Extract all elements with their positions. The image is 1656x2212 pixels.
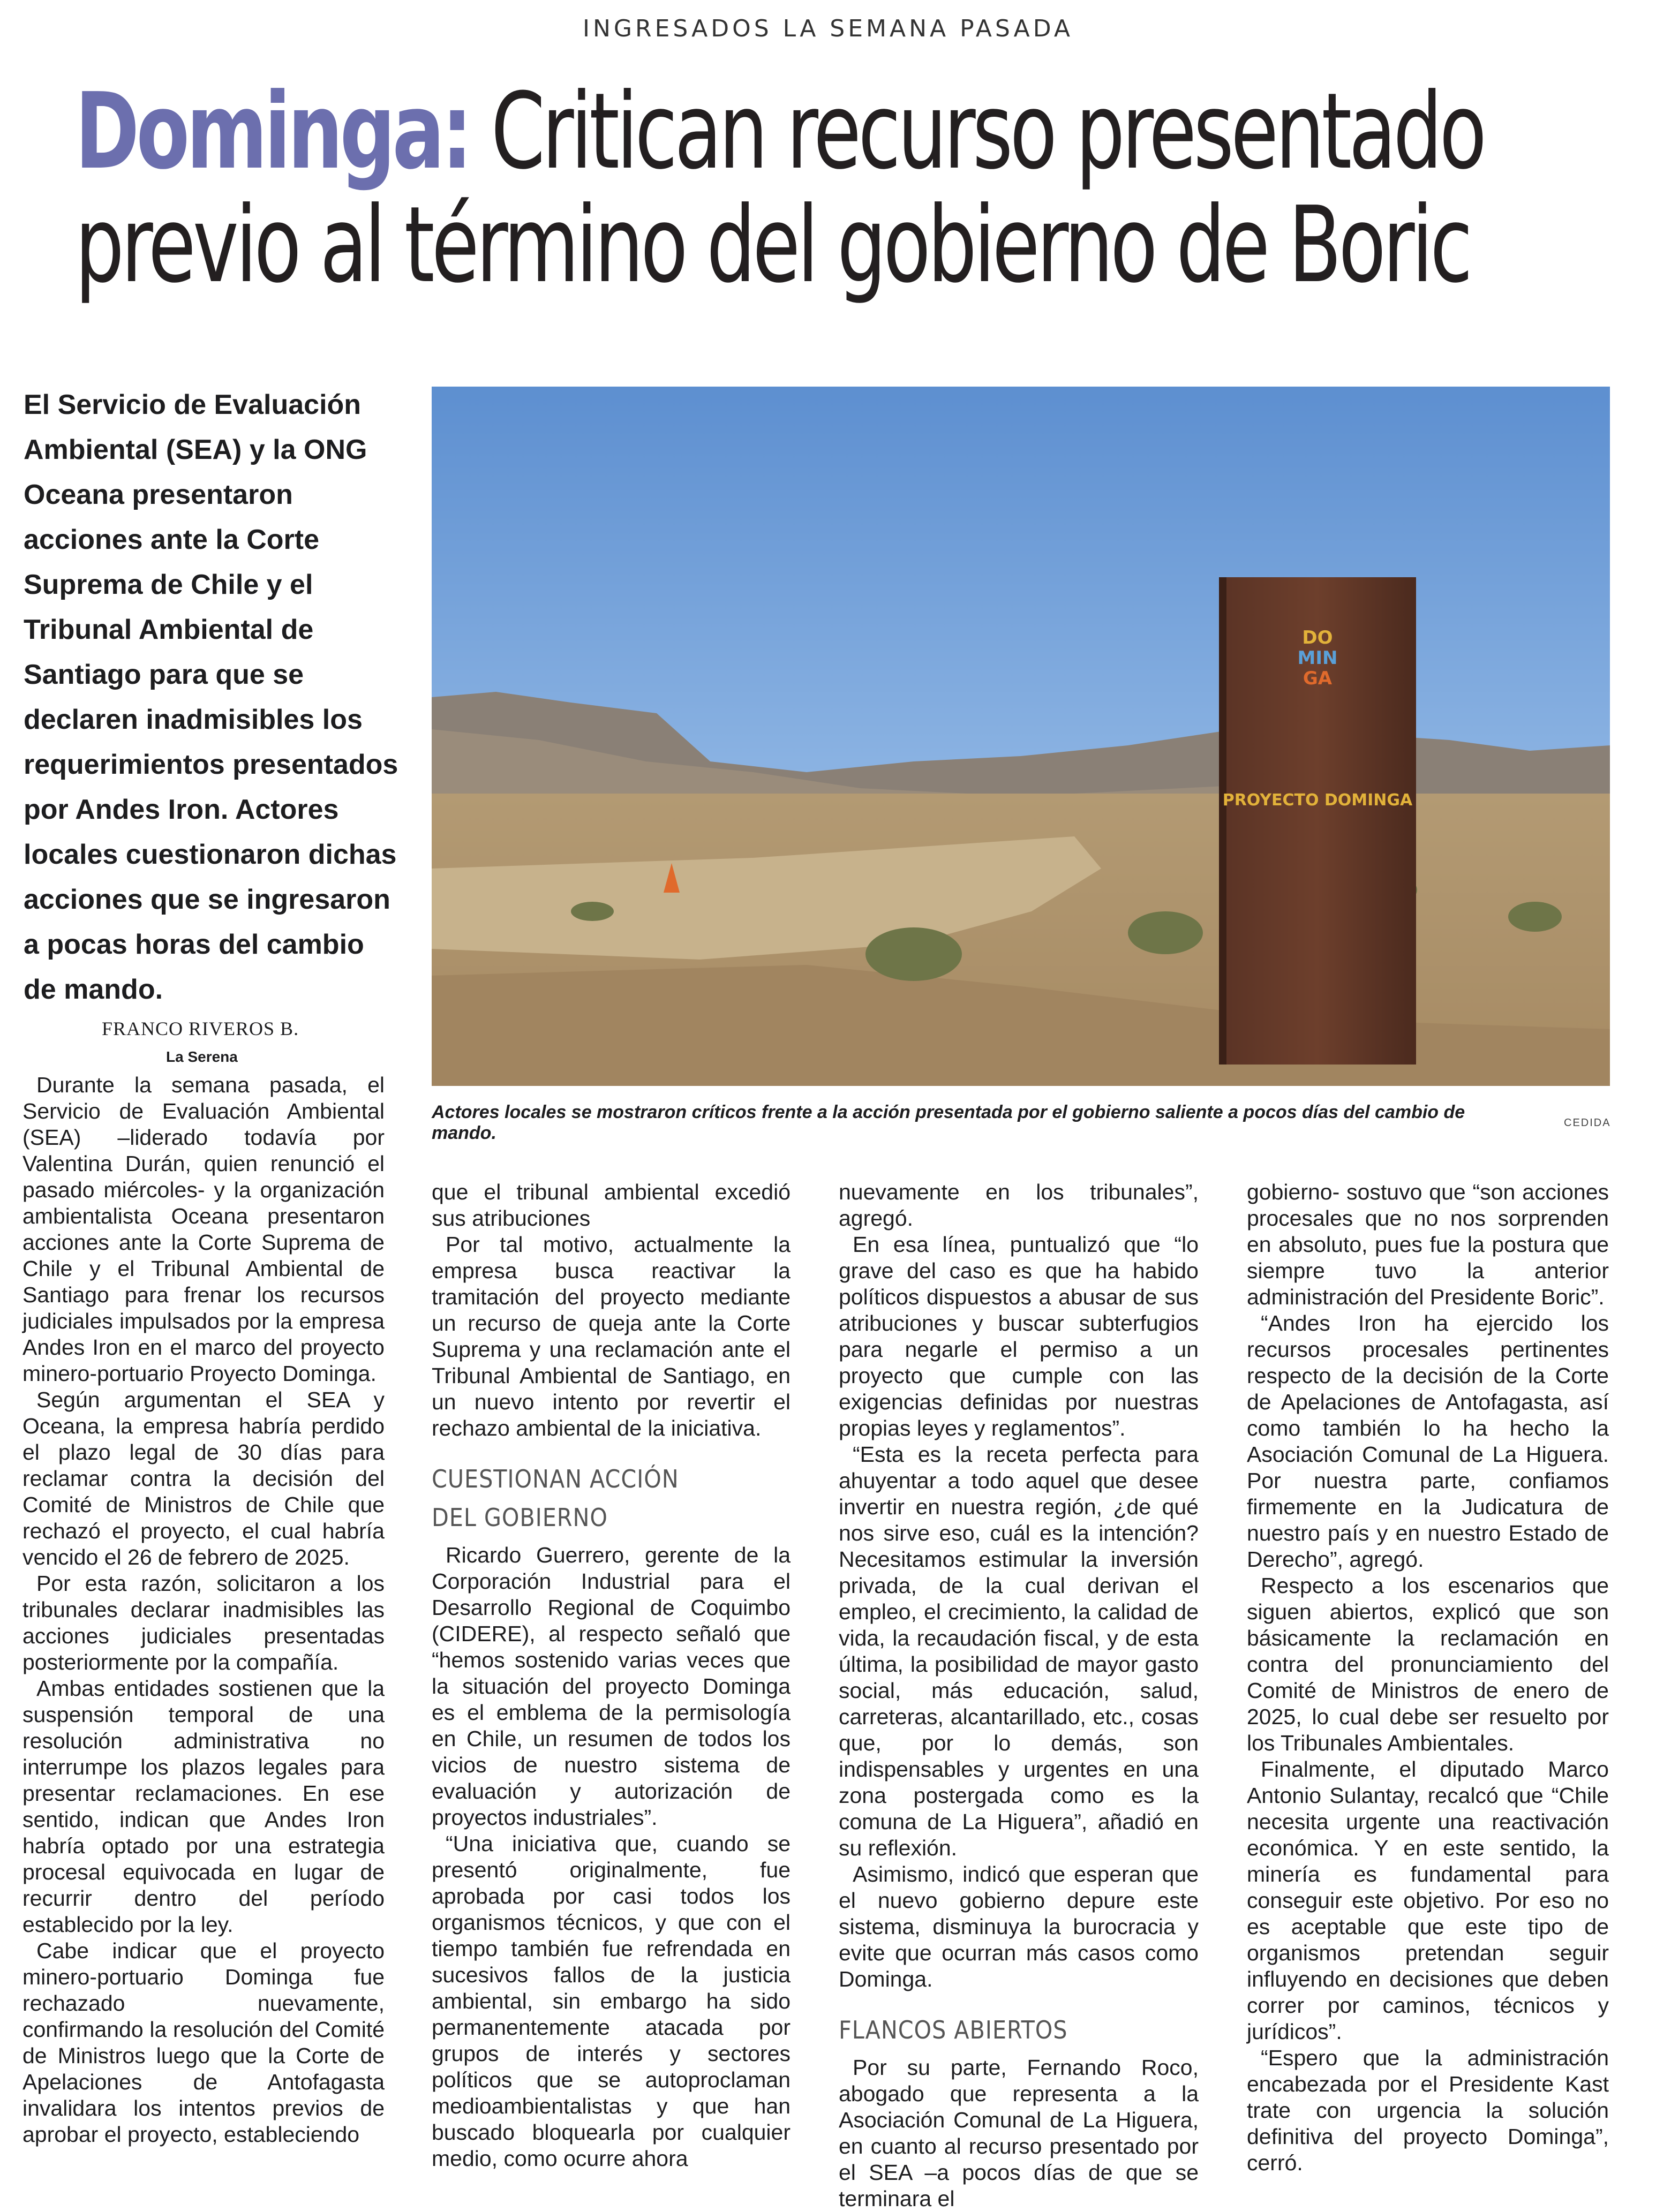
paragraph: Respecto a los escenarios que siguen abiertos, explicó que son básicamente la reclamación en contra del pronunciamiento del Comité de Ministros de enero de 2025, lo cual debe ser resuelto por los Tribunales Ambientales. <box>1247 1573 1609 1755</box>
article-photo <box>432 387 1610 1086</box>
article-column-3 <box>839 1179 1199 2212</box>
article-column-4 <box>1247 1179 1609 2176</box>
paragraph: Cabe indicar que el proyecto minero-portuario Dominga fue rechazado nuevamente, confirmando la resolución del Comité de Ministros luego que la Corte de Apelaciones de Antofagasta invalidara los intentos previos de aprobar el proyecto, estableciendo <box>22 1938 385 2147</box>
paragraph: “Andes Iron ha ejercido los recursos procesales pertinentes respecto de la decisión de la Corte de Apelaciones de Antofagasta, así como también lo ha hecho la Asociación Comunal de La Higuera. Por nuestra parte, confiamos firmemente en la Judicatura de nuestro país y en nuestro Estado de Derecho”, agregó. <box>1247 1311 1609 1572</box>
paragraph: Finalmente, el diputado Marco Antonio Sulantay, recalcó que “Chile necesita urgente una reactivación económica. Y en este sentido, la minería es fundamental para conseguir este objetivo. Por eso no es aceptable que este tipo de organismos pretendan seguir influyendo en decisiones que deben correr por caminos, técnicos y jurídicos”. <box>1247 1757 1609 2044</box>
byline-location: La Serena <box>166 1048 238 1065</box>
subheading-line: CUESTIONAN ACCIÓN <box>432 1464 679 1493</box>
paragraph: “Esta es la receta perfecta para ahuyentar a todo aquel que desee invertir en nuestra región, ¿de qué nos sirve eso, cuál es la intención? Necesitamos estimular la inversión privada, de la cual derivan el empleo, el crecimiento, la calidad de vida, la recaudación fiscal, y de esta última, la posibilidad de mayor gasto social, más educación, salud, carreteras, alcantarillado, etc., cosas que, por lo demás, son indispensables y urgentes en una zona postergada como es la comuna de La Higuera”, añadió en su reflexión. <box>839 1442 1199 1860</box>
lead-paragraph: El Servicio de Evaluación Ambiental (SEA) y la ONG Oceana presentaron acciones ante la Corte Suprema de Chile y el Tribunal Ambiental de Santiago para que se declaren inadmisibles los requerimientos presentados por Andes Iron. Actores locales cuestionaron dichas acciones que se ingresaron a pocas horas del cambio de mando. <box>24 389 398 1005</box>
paragraph: “Espero que la administración encabezada por el Presidente Kast trate con urgencia la solución definitiva del proyecto Dominga”, cerró. <box>1247 2045 1609 2175</box>
paragraph: Ambas entidades sostienen que la suspensión temporal de una resolución administrativa no interrumpe los plazos legales para presentar reclamaciones. En ese sentido, indican que Andes Iron habría optado por una estrategia procesal equivocada en lugar de recurrir dentro del período establecido por la ley. <box>22 1676 385 1937</box>
article-column-1 <box>22 1072 385 2148</box>
headline-line-1-rest: Critican recurso presentado <box>469 71 1484 193</box>
photo-credit: CEDIDA <box>1564 1117 1611 1129</box>
photo-caption: Actores locales se mostraron críticos frente a la acción presentada por el gobierno saliente a pocos días del cambio de mando. <box>432 1102 1465 1143</box>
headline-line-2: previo al término del gobierno de Boric <box>75 184 1470 306</box>
paragraph: Asimismo, indicó que esperan que el nuevo gobierno depure este sistema, disminuya la burocracia y evite que ocurran más casos como Dominga. <box>839 1862 1199 1991</box>
byline-author: FRANCO RIVEROS B. <box>102 1018 299 1039</box>
paragraph: nuevamente en los tribunales”, agregó. <box>839 1180 1199 1230</box>
subheading-line: DEL GOBIERNO <box>432 1503 608 1532</box>
article-column-2 <box>432 1179 791 2172</box>
headline-accent: Dominga: <box>75 71 470 193</box>
subheading-flancos <box>839 2011 1163 2049</box>
sign-text: PROYECTO DOMINGA <box>1222 791 1413 810</box>
subheading-line: FLANCOS ABIERTOS <box>839 2015 1068 2044</box>
paragraph: Por su parte, Fernando Roco, abogado que representa a la Asociación Comunal de La Higuera, en cuanto al recurso presentado por el SEA –a pocos días de que se terminara el <box>839 2055 1199 2211</box>
paragraph: Durante la semana pasada, el Servicio de Evaluación Ambiental (SEA) –liderado todavía por Valentina Durán, quien renunció el pasado miércoles- y la organización ambientalista Oceana presentaron acciones ante la Corte Suprema de Chile y el Tribunal Ambiental de Santiago para frenar los recursos judiciales impulsados por la empresa Andes Iron en el marco del proyecto minero-portuario Proyecto Dominga. <box>22 1073 385 1386</box>
paragraph: En esa línea, puntualizó que “lo grave del caso es que ha habido políticos dispuestos a abusar de sus atribuciones y buscar subterfugios para negarle el permiso a un proyecto que cumple con las exigencias definidas por nuestras propias leyes y reglamentos”. <box>839 1232 1199 1440</box>
paragraph: “Una iniciativa que, cuando se presentó originalmente, fue aprobada por casi todos los organismos técnicos, y que con el tiempo también fue refrendada en sucesivos fallos de la justicia ambiental, sin embargo ha sido permanentemente atacada por grupos de interés y sectores políticos que se autoproclaman medioambientalistas y que han buscado bloquearla por cualquier medio, como ocurre ahora <box>432 1831 791 2171</box>
paragraph: Por esta razón, solicitaron a los tribunales declarar inadmisibles las acciones judiciales presentadas posteriormente por la compañía. <box>22 1571 385 1674</box>
section-kicker: INGRESADOS LA SEMANA PASADA <box>583 15 1073 42</box>
sign-logo-line-1: DO <box>1302 627 1333 648</box>
subheading-cuestionan <box>432 1460 755 1537</box>
paragraph: Por tal motivo, actualmente la empresa busca reactivar la tramitación del proyecto mediante un recurso de queja ante la Corte Suprema y una reclamación ante el Tribunal Ambiental de Santiago, en un nuevo intento por revertir el rechazo ambiental de la iniciativa. <box>432 1232 791 1440</box>
headline <box>75 71 1484 306</box>
sign-logo-line-3: GA <box>1303 668 1333 689</box>
paragraph: Ricardo Guerrero, gerente de la Corporación Industrial para el Desarrollo Regional de Coquimbo (CIDERE), al respecto señaló que “hemos sostenido varias veces que la situación del proyecto Dominga es el emblema de la permisología en Chile, un resumen de todos los vicios de nuestro sistema de evaluación y autorización de proyectos industriales”. <box>432 1543 791 1830</box>
paragraph: que el tribunal ambiental excedió sus atribuciones <box>432 1180 791 1230</box>
headline-line-1 <box>75 71 1484 193</box>
sign-logo-line-2: MIN <box>1297 647 1338 669</box>
paragraph: Según argumentan el SEA y Oceana, la empresa habría perdido el plazo legal de 30 días para reclamar contra la decisión del Comité de Ministros de Chile que rechazó el proyecto, el cual habría vencido el 26 de febrero de 2025. <box>22 1387 385 1569</box>
desert-landscape-illustration <box>432 387 1610 1086</box>
paragraph: gobierno- sostuvo que “son acciones procesales que no nos sorprenden en absoluto, pues fue la postura que siempre tuvo la anterior administración del Presidente Boric”. <box>1247 1180 1609 1309</box>
